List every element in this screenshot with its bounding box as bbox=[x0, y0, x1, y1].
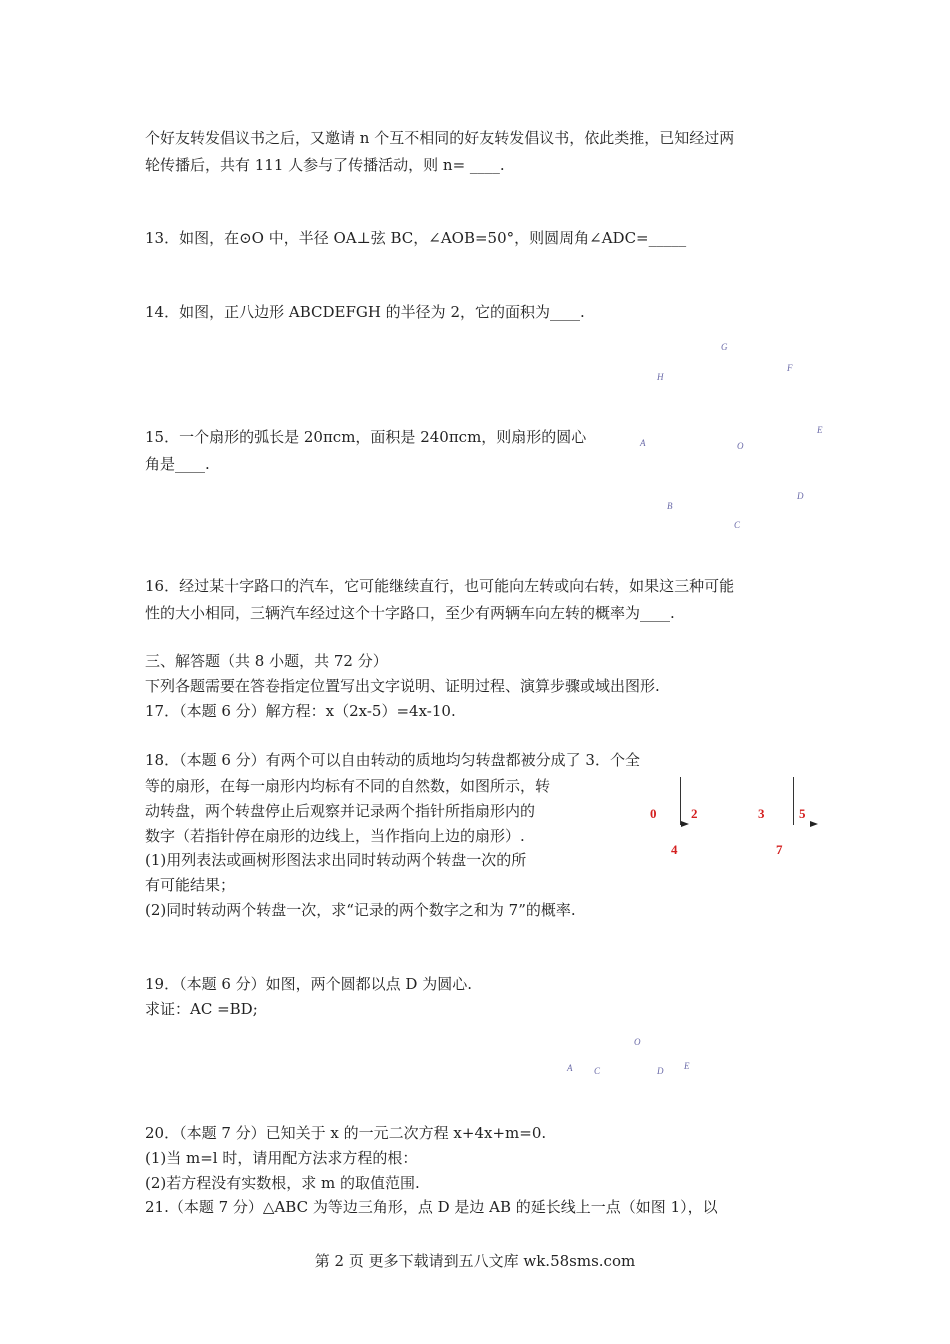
question-17: 17．（本题 6 分）解方程：x（2x-5）=4x-10. bbox=[145, 702, 456, 720]
question-19-prove: 求证：AC =BD; bbox=[145, 1000, 258, 1018]
circle-label-c: C bbox=[594, 1066, 601, 1076]
question-18-line-2: 等的扇形，在每一扇形内均标有不同的自然数，如图所示，转 bbox=[145, 777, 551, 795]
question-20-part-1: (1)当 m=l 时，请用配方法求方程的根： bbox=[145, 1149, 418, 1167]
octagon-label-o: O bbox=[737, 441, 744, 451]
spinner1-number-4: 4 bbox=[671, 842, 678, 857]
question-16: 16．经过某十字路口的汽车，它可能继续直行，也可能向左转或向右转，如果这三种可能 bbox=[145, 577, 735, 595]
spinner2-divider bbox=[793, 777, 794, 825]
spinner2-number-3: 3 bbox=[758, 806, 765, 821]
question-16-cont: 性的大小相同，三辆汽车经过这个十字路口，至少有两辆车向左转的概率为____. bbox=[145, 604, 675, 622]
octagon-label-b: B bbox=[667, 501, 673, 511]
question-18: 18．（本题 6 分）有两个可以自由转动的质地均匀转盘都被分成了 3．个全 bbox=[145, 751, 640, 769]
question-15-cont: 角是____. bbox=[145, 455, 210, 473]
question-15: 15．一个扇形的弧长是 20πcm，面积是 240πcm，则扇形的圆心 bbox=[145, 428, 587, 446]
circle-label-o: O bbox=[634, 1037, 641, 1047]
spinner1-pointer-icon bbox=[681, 821, 689, 827]
question-19: 19．（本题 6 分）如图，两个圆都以点 D 为圆心. bbox=[145, 975, 472, 993]
question-18-line-4: 数字（若指针停在扇形的边线上，当作指向上边的扇形）. bbox=[145, 827, 525, 845]
question-18-part-2: (2)同时转动两个转盘一次，求“记录的两个数字之和为 7”的概率. bbox=[145, 901, 576, 919]
circle-label-e: E bbox=[684, 1061, 690, 1071]
question-13: 13．如图，在⊙O 中，半径 OA⊥弦 BC，∠AOB=50°，则圆周角∠ADC=_____ bbox=[145, 229, 687, 247]
spinner2-pointer-icon bbox=[810, 821, 818, 827]
spinner1-divider bbox=[680, 777, 681, 825]
text-line-1: 个好友转发倡议书之后，又邀请 n 个互不相同的好友转发倡议书，依此类推，已知经过两 bbox=[145, 129, 735, 147]
question-20-part-2: (2)若方程没有实数根，求 m 的取值范围. bbox=[145, 1174, 420, 1192]
section-heading: 三、解答题（共 8 小题，共 72 分） bbox=[145, 652, 388, 670]
question-21: 21.（本题 7 分）△ABC 为等边三角形，点 D 是边 AB 的延长线上一点（如图 1），以 bbox=[145, 1198, 718, 1216]
octagon-label-a: A bbox=[640, 438, 646, 448]
question-18-part-1: (1)用列表法或画树形图法求出同时转动两个转盘一次的所 bbox=[145, 851, 527, 869]
octagon-label-h: H bbox=[657, 372, 664, 382]
spinner2-number-5: 5 bbox=[799, 806, 806, 821]
question-20: 20．（本题 7 分）已知关于 x 的一元二次方程 x+4x+m=0. bbox=[145, 1124, 547, 1142]
question-18-part-1-cont: 有可能结果； bbox=[145, 876, 236, 894]
spinner1-number-2: 2 bbox=[691, 806, 698, 821]
octagon-label-f: F bbox=[787, 363, 793, 373]
page-footer: 第 2 页 更多下载请到五八文库 wk.58sms.com bbox=[314, 1252, 636, 1270]
spinner1-number-0: 0 bbox=[650, 806, 657, 821]
section-instruction: 下列各题需要在答卷指定位置写出文字说明、证明过程、演算步骤或域出图形. bbox=[145, 677, 660, 695]
circle-label-a: A bbox=[567, 1063, 573, 1073]
question-18-line-3: 动转盘，两个转盘停止后观察并记录两个指针所指扇形内的 bbox=[145, 802, 536, 820]
question-14: 14．如图，正八边形 ABCDEFGH 的半径为 2，它的面积为____. bbox=[145, 303, 585, 321]
octagon-label-d: D bbox=[797, 491, 804, 501]
circle-label-d: D bbox=[657, 1066, 664, 1076]
spinner2-number-7: 7 bbox=[776, 842, 783, 857]
octagon-label-g: G bbox=[721, 342, 728, 352]
text-line-2: 轮传播后，共有 111 人参与了传播活动，则 n= ____. bbox=[145, 156, 505, 174]
octagon-label-c: C bbox=[734, 520, 741, 530]
octagon-label-e: E bbox=[817, 425, 823, 435]
